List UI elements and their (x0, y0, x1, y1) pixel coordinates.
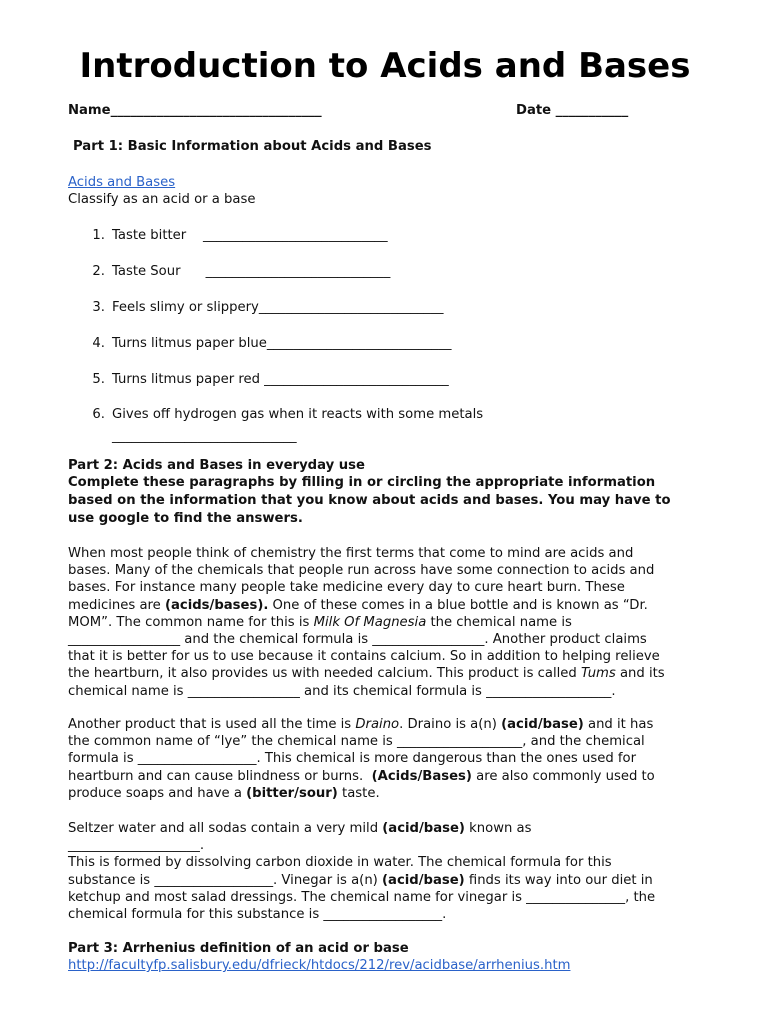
paragraph-seltzer: Seltzer water and all sodas contain a very mild (acid/base) known as ____________________. This is formed by dissolving carbon dioxide in water. The chemical formula for this substance is __________________. Vinegar is a(n) (acid/base) finds its way into our diet in ketchup and most salad dressings. The chemical name for vinegar is _______________, the chemical formula for this substance is __________________. (68, 821, 656, 922)
list-item: 6. Gives off hydrogen gas when it reacts with some metals (92, 407, 484, 422)
choice-acids-bases[interactable]: (Acids/Bases) (371, 768, 472, 784)
part2-instructions: Complete these paragraphs by filling in or circling the appropriate information based on the information that you know about acids and bases. You may have to use google to find the answers. (68, 475, 671, 526)
list-item: 2. Taste Sour ____________________________ (92, 264, 391, 279)
part1-instruction: Classify as an acid or a base (68, 192, 256, 207)
acids-bases-link[interactable]: Acids and Bases (68, 175, 176, 190)
arrhenius-link[interactable]: http://facultyfp.salisbury.edu/dfrieck/htdocs/212/rev/acidbase/arrhenius.htm (68, 958, 571, 973)
milk-of-magnesia: Milk Of Magnesia (313, 614, 427, 630)
choice-acid-base[interactable]: (acid/base) (382, 872, 465, 888)
page-title: Introduction to Acids and Bases (79, 46, 691, 86)
part2-heading: Part 2: Acids and Bases in everyday use (68, 458, 365, 473)
choice-acids-bases[interactable]: (acids/bases). (164, 597, 269, 613)
choice-acid-base[interactable]: (acid/base) (382, 821, 465, 836)
list-item-blank: ____________________________ (112, 429, 297, 444)
part3-heading: Part 3: Arrhenius definition of an acid or base (68, 941, 409, 956)
draino: Draino (355, 717, 400, 732)
paragraph-heartburn: When most people think of chemistry the first terms that come to mind are acids and bases. Many of the chemicals that people run across have some connection to acids and bases. For instance many people take medicine every day to cure heart burn. These medicines are (acids/bases). One of these comes in a blue bottle and is known as “Dr. MOM”. The common name for this is Milk Of Magnesia the chemical name is _________________ and the chemical formula is _________________. Another product claims that it is better for us to use because it contains calcium. So in addition to helping relieve the heartburn, it also provides us with needed calcium. This product is called Tums and its chemical name is _________________ and its chemical formula is ___________________. (68, 546, 665, 699)
tums: Tums (580, 666, 616, 682)
list-item: 5. Turns litmus paper red ____________________________ (92, 372, 449, 387)
choice-bitter-sour[interactable]: (bitter/sour) (246, 785, 338, 801)
name-field[interactable]: Name________________________________ (68, 103, 322, 118)
paragraph-draino: Another product that is used all the time is Draino. Draino is a(n) (acid/base) and it has the common name of “lye” the chemical name is ___________________, and the chemical formula is __________________. This chemical is more dangerous than the ones used for heartburn and can cause blindness or burns. (Acids/Bases) are also commonly used to produce soaps and have a (bitter/sour) taste. (68, 717, 655, 801)
choice-acid-base[interactable]: (acid/base) (501, 717, 584, 732)
list-item: 4. Turns litmus paper blue____________________________ (92, 336, 452, 351)
part1-heading: Part 1: Basic Information about Acids and Bases (73, 139, 432, 154)
list-item: 3. Feels slimy or slippery____________________________ (92, 300, 444, 315)
date-field[interactable]: Date ___________ (516, 103, 629, 118)
list-item: 1. Taste bitter ____________________________ (92, 228, 388, 243)
